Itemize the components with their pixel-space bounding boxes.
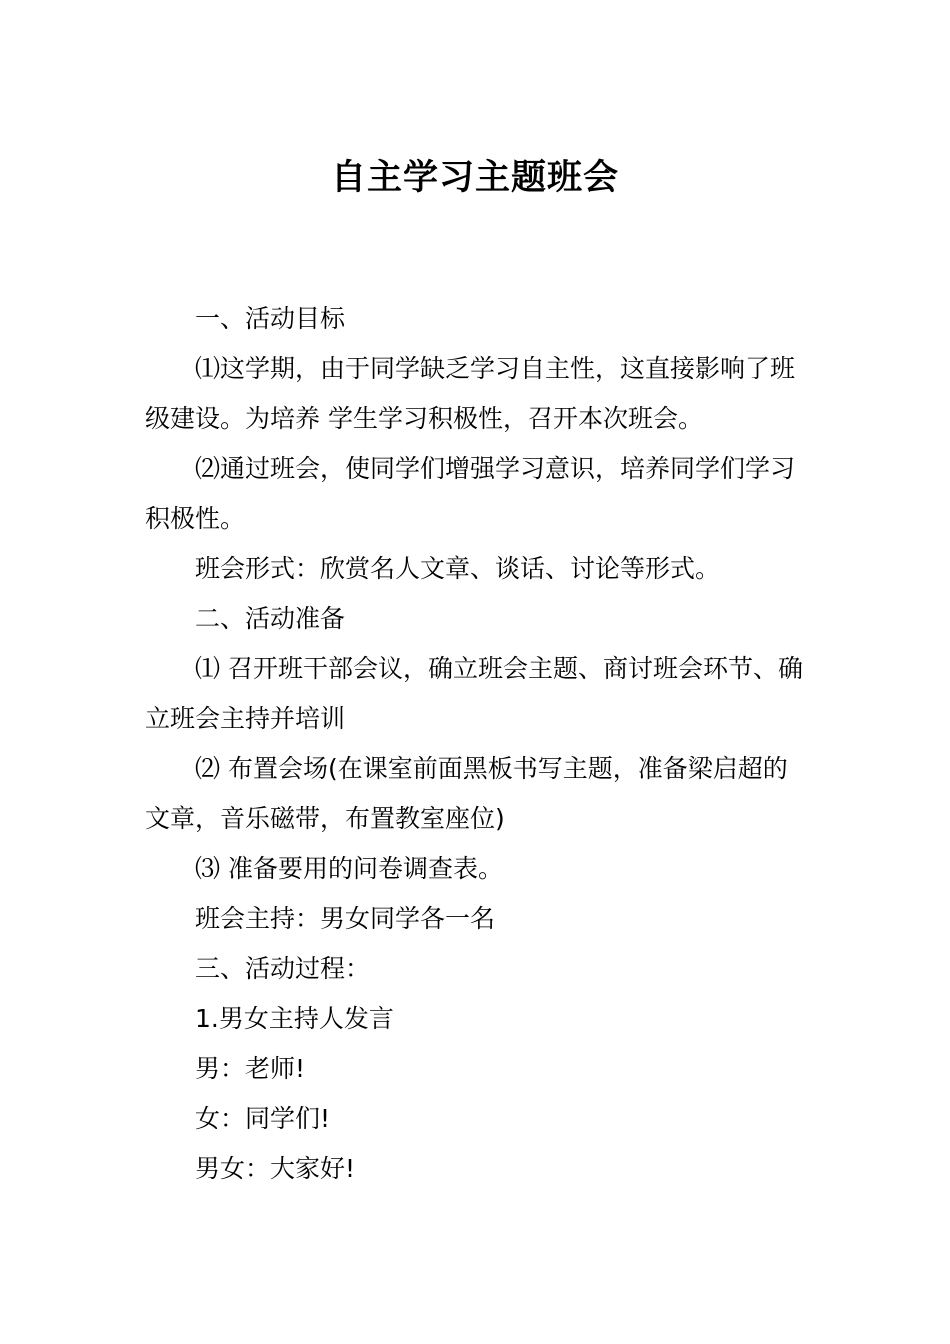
paragraph: 班会形式：欣赏名人文章、谈话、讨论等形式。 [195, 554, 721, 583]
paragraph: ⑶ 准备要用的问卷调查表。 [195, 854, 503, 883]
paragraph: 一、活动目标 [195, 304, 346, 333]
paragraph: ⑵ 布置会场(在课室前面黑板书写主题，准备梁启超的文章，音乐磁带，布置教室座位) [145, 754, 788, 833]
paragraph: 三、活动过程： [195, 954, 371, 983]
paragraph: 二、活动准备 [195, 604, 346, 633]
paragraph: 男女：大家好! [195, 1154, 356, 1183]
document-body [145, 294, 810, 1194]
paragraph: ⑵通过班会，使同学们增强学习意识，培养同学们学习积极性。 [145, 454, 796, 533]
paragraph: 1.男女主持人发言 [195, 1004, 394, 1033]
page-title: 自主学习主题班会 [330, 158, 619, 198]
paragraph: 班会主持：男女同学各一名 [195, 904, 496, 933]
paragraph: ⑴这学期，由于同学缺乏学习自主性，这直接影响了班级建设。为培养 学生学习积极性，召开本次班会。 [145, 354, 796, 433]
paragraph: 男：老师! [195, 1054, 306, 1083]
paragraph: ⑴ 召开班干部会议，确立班会主题、商讨班会环节、确立班会主持并培训 [145, 654, 803, 733]
paragraph: 女：同学们! [195, 1104, 331, 1133]
